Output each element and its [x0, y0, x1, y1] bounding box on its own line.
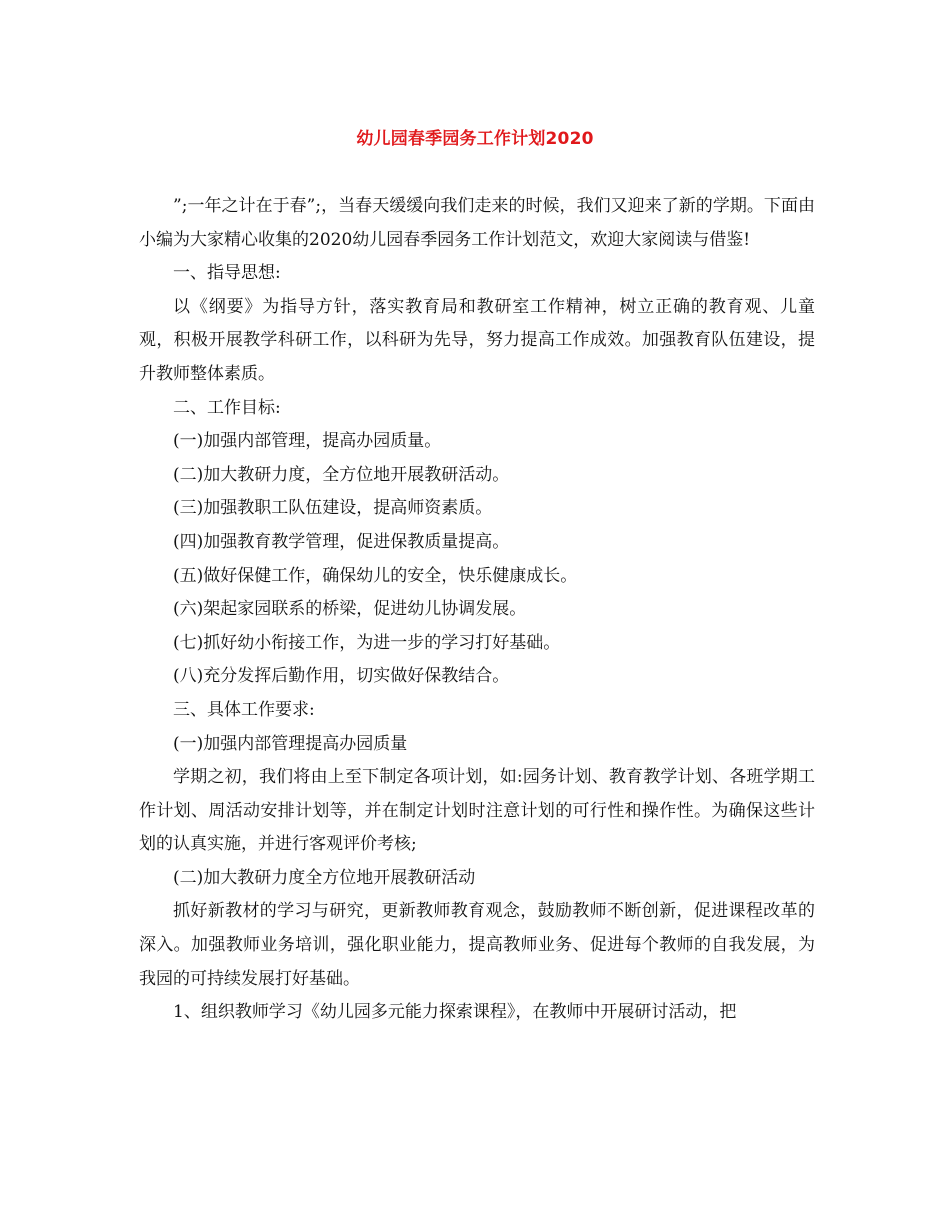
- subheading-teaching-research: (二)加大教研力度全方位地开展教研活动: [173, 867, 476, 888]
- goal-item-4: (四)加强教育教学管理，促进保教质量提高。: [173, 531, 510, 552]
- goal-item-2: (二)加大教研力度，全方位地开展教研活动。: [173, 464, 510, 485]
- goal-item-7: (七)抓好幼小衔接工作，为进一步的学习打好基础。: [173, 632, 561, 653]
- paragraph-internal-management: 学期之初，我们将由上至下制定各项计划，如:园务计划、教育教学计划、各班学期工作计划、周活动安排计划等，并在制定计划时注意计划的可行性和操作性。为确保这些计划的认真实施，并进行客观评价考核;: [139, 767, 815, 855]
- goal-item-1: (一)加强内部管理，提高办园质量。: [173, 431, 442, 452]
- goal-item-8: (八)充分发挥后勤作用，切实做好保教结合。: [173, 666, 510, 687]
- subheading-internal-management: (一)加强内部管理提高办园质量: [173, 733, 408, 754]
- paragraph-teaching-research: 抓好新教材的学习与研究，更新教师教育观念，鼓励教师不断创新，促进课程改革的深入。加强教师业务培训，强化职业能力，提高教师业务、促进每个教师的自我发展，为我园的可持续发展打好基础。: [139, 901, 815, 989]
- document-body: [139, 190, 815, 1030]
- goal-item-6: (六)架起家园联系的桥梁，促进幼儿协调发展。: [173, 599, 527, 620]
- document-title: 幼儿园春季园务工作计划2020: [356, 129, 594, 149]
- heading-work-goals: 二、工作目标:: [173, 397, 281, 418]
- goal-item-5: (五)做好保健工作，确保幼儿的安全，快乐健康成长。: [173, 565, 578, 586]
- paragraph-item-1: 1、组织教师学习《幼儿园多元能力探索课程》，在教师中开展研讨活动，把: [173, 1002, 737, 1023]
- goal-item-3: (三)加强教职工队伍建设，提高师资素质。: [173, 498, 493, 519]
- paragraph-guiding-ideology: 以《纲要》为指导方针，落实教育局和教研室工作精神，树立正确的教育观、儿童观，积极开展教学科研工作，以科研为先导，努力提高工作成效。加强教育队伍建设，提升教师整体素质。: [139, 296, 815, 384]
- paragraph-intro: ”;一年之计在于春”;，当春天缓缓向我们走来的时候，我们又迎来了新的学期。下面由小编为大家精心收集的2020幼儿园春季园务工作计划范文，欢迎大家阅读与借鉴!: [139, 196, 815, 250]
- heading-guiding-ideology: 一、指导思想:: [173, 263, 281, 284]
- heading-specific-requirements: 三、具体工作要求:: [173, 699, 315, 720]
